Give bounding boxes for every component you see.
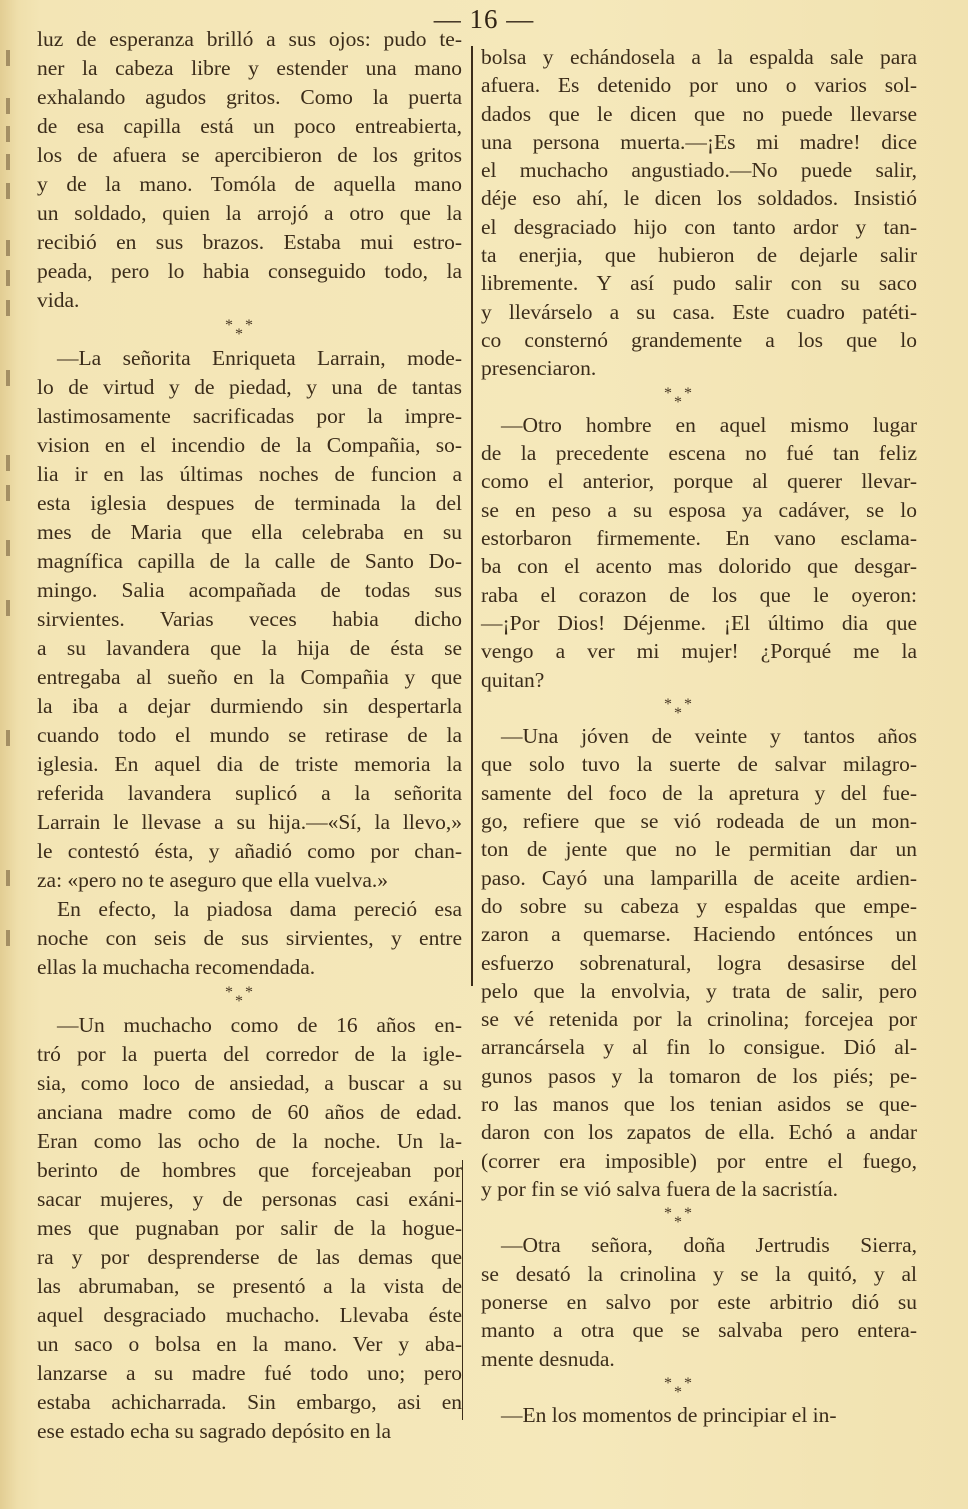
text-line: manto a otra que se salvaba pero entera- xyxy=(481,1318,917,1343)
text-line: esfuerzo sobrenatural, logra desasirse del xyxy=(481,950,917,975)
article-section xyxy=(481,43,917,383)
margin-mark xyxy=(6,930,10,946)
text-line: —Otra señora, doña Jertrudis Sierra, xyxy=(501,1233,917,1258)
margin-mark xyxy=(6,300,10,316)
text-line: estaba achicharrada. Sin embargo, asi en xyxy=(37,1390,462,1414)
asterisk: * xyxy=(684,384,692,402)
asterisk: * xyxy=(245,984,253,1001)
text-line: y por fin se vió salva fuera de la sacristía. xyxy=(481,1176,839,1201)
margin-mark xyxy=(6,455,10,471)
text-line: iglesia. En aquel dia de triste memoria la xyxy=(37,752,462,776)
text-line: anciana madre como de 60 años de edad. xyxy=(37,1100,462,1124)
text-line: lo de virtud y de piedad, y una de tantas xyxy=(37,375,462,399)
text-line: libremente. Y así pudo salir con su saco xyxy=(481,271,917,296)
text-line: que solo tuvo la suerte de salvar milagro- xyxy=(481,752,917,777)
text-line: —Un muchacho como de 16 años en- xyxy=(57,1013,462,1037)
text-line: ton de jente que no le permitian dar un xyxy=(481,837,917,862)
margin-mark xyxy=(6,870,10,886)
text-line: do sobre su cabeza y espaldas que empe- xyxy=(481,893,917,918)
text-line: ta enerjia, que hubieron de dejarle salir xyxy=(481,243,917,268)
asterisk: * xyxy=(664,384,672,402)
asterisk: * xyxy=(674,1383,682,1401)
paragraph xyxy=(37,25,462,315)
text-line: ba con el acento mas dolorido que desgar- xyxy=(481,554,917,579)
text-line: En efecto, la piadosa dama pereció esa xyxy=(57,897,462,921)
text-line: zaron a quemarse. Haciendo entónces un xyxy=(481,922,917,947)
asterism-separator xyxy=(37,315,462,344)
text-line: pelo que la envolvia, y trata de salir, pero xyxy=(481,978,917,1003)
article-section xyxy=(37,344,462,982)
left-column xyxy=(37,25,462,1446)
text-line: de la precedente escena no fué tan feliz xyxy=(481,441,917,466)
text-line: magnífica capilla de la calle de Santo Do- xyxy=(37,549,462,573)
text-line: un soldado, quien la arrojó a otro que la xyxy=(37,201,462,225)
text-line: ro las manos que los tenian asidos se que- xyxy=(481,1091,917,1116)
text-line: noche con seis de sus sirvientes, y entre xyxy=(37,926,462,950)
text-line: —En los momentos de principiar el in- xyxy=(501,1403,837,1428)
text-line: sacar mujeres, y de personas casi exáni- xyxy=(37,1187,462,1211)
asterisk: * xyxy=(235,326,243,343)
text-line: aquel desgraciado muchacho. Llevaba éste xyxy=(37,1303,462,1327)
asterisk: * xyxy=(684,695,692,713)
text-line: presenciaron. xyxy=(481,356,597,381)
text-line: le contestó ésta, y añadió como por chan- xyxy=(37,839,462,863)
text-line: go, refiere que se vió rodeada de un mon- xyxy=(481,809,917,834)
margin-mark xyxy=(6,50,10,66)
asterism-separator xyxy=(481,383,917,411)
text-line: estorbaron firmemente. En vano esclama- xyxy=(481,526,917,551)
right-column xyxy=(481,43,917,1430)
column-rule-lower xyxy=(462,1160,463,1420)
text-line: Eran como las ocho de la noche. Un la- xyxy=(37,1129,462,1153)
paragraph xyxy=(481,43,917,383)
text-line: el muchacho angustiado.—No puede salir, xyxy=(481,158,917,183)
article-section xyxy=(37,1011,462,1446)
article-section xyxy=(481,1401,917,1429)
text-line: raba el corazon de los que le oyeron: xyxy=(481,582,917,607)
text-line: una persona muerta.—¡Es mi madre! dice xyxy=(481,129,917,154)
asterism-separator xyxy=(481,694,917,722)
asterisk: * xyxy=(245,317,253,334)
text-line: ponerse en salvo por este arbitrio dió su xyxy=(481,1290,917,1315)
text-line: co consternó grandemente a los que lo xyxy=(481,327,917,352)
text-line: (correr era imposible) por entre el fuego, xyxy=(481,1148,917,1173)
paragraph xyxy=(37,344,462,895)
text-line: lia ir en las últimas noches de funcion a xyxy=(37,462,462,486)
text-line: paso. Cayó una lamparilla de aceite ardien- xyxy=(481,865,917,890)
text-line: afuera. Es detenido por uno o varios sol- xyxy=(481,73,917,98)
asterisk: * xyxy=(674,1214,682,1232)
margin-mark xyxy=(6,183,10,199)
text-line: peada, pero lo habia conseguido todo, la xyxy=(37,259,462,283)
text-line: las abrumaban, se presentó a la vista de xyxy=(37,1274,462,1298)
text-line: vida. xyxy=(37,288,80,312)
text-line: se vé retenida por la crinolina; forcejea por xyxy=(481,1007,917,1032)
asterism-separator xyxy=(481,1373,917,1401)
article-section xyxy=(481,411,917,694)
text-line: —La señorita Enriqueta Larrain, mode- xyxy=(57,346,462,370)
text-line: tró por la puerta del corredor de la igle- xyxy=(37,1042,462,1066)
text-line: exhalando agudos gritos. Como la puerta xyxy=(37,85,462,109)
asterisk: * xyxy=(235,993,243,1010)
margin-mark xyxy=(6,240,10,256)
margin-mark xyxy=(6,126,10,142)
text-line: bolsa y echándosela a la espalda sale para xyxy=(481,45,917,69)
margin-mark xyxy=(6,98,10,114)
margin-mark xyxy=(6,600,10,616)
paragraph xyxy=(37,895,462,982)
text-line: arrancársela y al fin lo consigue. Dió al- xyxy=(481,1035,917,1060)
text-line: a su lavandera que la hija de ésta se xyxy=(37,636,462,660)
text-line: lanzarse a su madre fué todo uno; pero xyxy=(37,1361,462,1385)
text-line: mes de Maria que ella celebraba en su xyxy=(37,520,462,544)
margin-mark xyxy=(6,270,10,286)
text-line: cuando todo el mundo se retirase de la xyxy=(37,723,462,747)
asterisk: * xyxy=(664,1374,672,1392)
text-line: —¡Por Dios! Déjenme. ¡El último dia que xyxy=(481,610,917,635)
text-line: ese estado echa su sagrado depósito en la xyxy=(37,1419,392,1443)
text-line: déje eso ahí, le dicen los soldados. Insistió xyxy=(481,186,917,211)
text-line: lastimosamente sacrificadas por la impre- xyxy=(37,404,462,428)
text-line: entregaba al sueño en la Compañia y que xyxy=(37,665,462,689)
margin-mark xyxy=(6,370,10,386)
text-line: Larrain le llevase a su hija.—«Sí, la llevo,» xyxy=(37,810,462,834)
text-line: sirvientes. Varias veces habia dicho xyxy=(37,607,462,631)
text-line: ner la cabeza libre y estender una mano xyxy=(37,56,462,80)
text-line: y de la mano. Tomóla de aquella mano xyxy=(37,172,462,196)
text-line: berinto de hombres que forcejeaban por xyxy=(37,1158,462,1182)
margin-mark xyxy=(6,154,10,170)
asterisk: * xyxy=(674,393,682,411)
text-line: de esa capilla está un poco entreabierta, xyxy=(37,114,462,138)
paragraph xyxy=(481,411,917,694)
article-section xyxy=(37,25,462,315)
column-rule xyxy=(471,46,473,986)
text-line: gunos pasos y la tomaron de los piés; pe- xyxy=(481,1063,917,1088)
text-line: la iba a dejar durmiendo sin despertarla xyxy=(37,694,462,718)
text-line: los de afuera se apercibieron de los gritos xyxy=(37,143,462,167)
text-line: y llevárselo a su casa. Este cuadro patéti- xyxy=(481,299,917,324)
text-line: luz de esperanza brilló a sus ojos: pudo te- xyxy=(37,27,462,51)
text-line: daron con los zapatos de ella. Echó a andar xyxy=(481,1120,917,1145)
paragraph xyxy=(481,1231,917,1372)
asterism-separator xyxy=(37,982,462,1011)
text-line: mes que pugnaban por salir de la hogue- xyxy=(37,1216,462,1240)
margin-mark xyxy=(6,730,10,746)
text-line: como el anterior, porque al querer llevar- xyxy=(481,469,917,494)
text-line: quitan? xyxy=(481,667,545,692)
margin-mark xyxy=(6,540,10,556)
asterisk: * xyxy=(225,984,233,1001)
text-line: —Otro hombre en aquel mismo lugar xyxy=(501,412,917,437)
paragraph xyxy=(481,1401,917,1429)
text-line: vengo a ver mi mujer! ¿Porqué me la xyxy=(481,639,917,664)
asterism-separator xyxy=(481,1203,917,1231)
text-line: un saco o bolsa en la mano. Ver y aba- xyxy=(37,1332,462,1356)
text-line: referida lavandera suplicó a la señorita xyxy=(37,781,462,805)
text-line: sia, como loco de ansiedad, a buscar a su xyxy=(37,1071,462,1095)
text-line: za: «pero no te aseguro que ella vuelva.» xyxy=(37,868,389,892)
text-line: dados que le dicen que no puede llevarse xyxy=(481,101,917,126)
text-line: vision en el incendio de la Compañia, so- xyxy=(37,433,462,457)
text-line: esta iglesia despues de terminada la del xyxy=(37,491,462,515)
text-line: se desató la crinolina y se la quitó, y al xyxy=(481,1261,917,1286)
asterisk: * xyxy=(664,695,672,713)
paragraph xyxy=(481,722,917,1203)
asterisk: * xyxy=(664,1205,672,1223)
text-line: mingo. Salia acompañada de todas sus xyxy=(37,578,462,602)
text-line: samente del foco de la apretura y del fue- xyxy=(481,780,917,805)
text-line: ellas la muchacha recomendada. xyxy=(37,955,316,979)
text-line: mente desnuda. xyxy=(481,1346,615,1371)
article-section xyxy=(481,1231,917,1372)
margin-mark xyxy=(6,485,10,501)
asterisk: * xyxy=(225,317,233,334)
paragraph xyxy=(37,1011,462,1446)
text-line: —Una jóven de veinte y tantos años xyxy=(501,724,917,749)
text-line: el desgraciado hijo con tanto ardor y tan- xyxy=(481,214,917,239)
article-section xyxy=(481,722,917,1203)
text-line: ra y por desprenderse de las demas que xyxy=(37,1245,462,1269)
asterisk: * xyxy=(674,704,682,722)
text-line: se en peso a su esposa ya cadáver, se lo xyxy=(481,497,917,522)
asterisk: * xyxy=(684,1205,692,1223)
asterisk: * xyxy=(684,1374,692,1392)
page-number: — 16 — xyxy=(433,4,535,34)
text-line: recibió en sus brazos. Estaba mui estro- xyxy=(37,230,462,254)
